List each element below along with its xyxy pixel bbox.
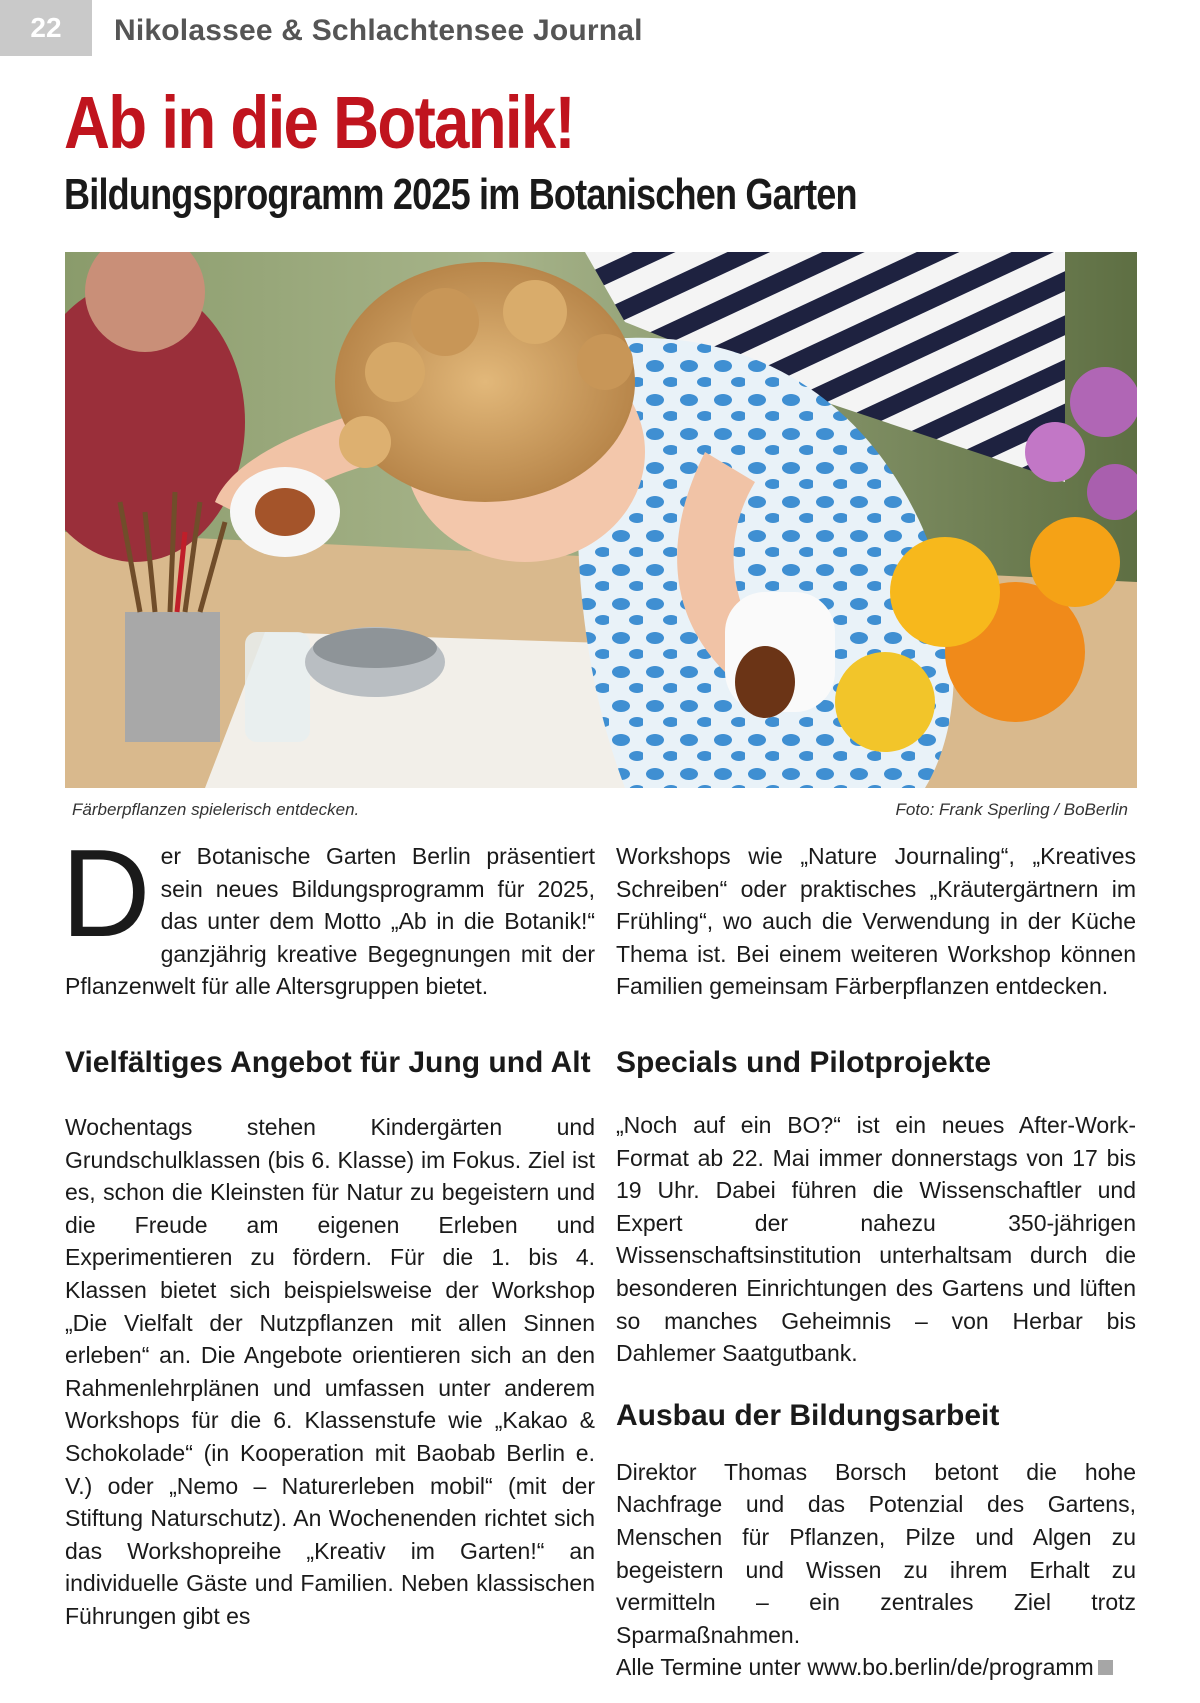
headline: Ab in die Botanik! bbox=[64, 81, 574, 164]
end-mark-icon bbox=[1098, 1660, 1113, 1675]
section-text-angebot-continued: Workshops wie „Nature Journaling“, „Kreatives Schreiben“ oder praktisches „Kräutergärtnern im Frühling“, wo auch die Verwendung in der Küche Thema ist. Bei einem weiteren Workshop können Familien gemeinsam Färberpflanzen entdecken. bbox=[616, 843, 1136, 1000]
intro-paragraph bbox=[61, 825, 595, 1003]
section-text-bildungsarbeit: Direktor Thomas Borsch betont die hohe Nachfrage und das Potenzial des Gartens, Menschen für Pflanzen, Pilze und Algen zu begeistern und Wissen zu ihrem Erhalt zu vermitteln – ein zentrales Ziel trotz Sparmaßnahmen. bbox=[616, 1458, 1136, 1648]
journal-name: Nikolassee & Schlachtensee Journal bbox=[114, 14, 643, 47]
section-text-angebot: Wochentags stehen Kindergärten und Grundschulklassen (bis 6. Klasse) im Fokus. Ziel ist es, schon die Kleinsten für Natur zu begeistern und die Freude am eigenen Erleben und Experimentieren zu fördern. Für die 1. bis 4. Klassen bietet sich beispielsweise der Workshop „Die Vielfalt der Nutzpflanzen mit allen Sinnen erleben“ an. Die Angebote orientieren sich an den Rahmenlehrplänen und umfassen unter anderem Workshops für die 6. Klassenstufe wie „Kakao & Schokolade“ (in Kooperation mit Baobab Berlin e. V.) oder „Nemo – Naturerleben mobil“ (mit der Stiftung Naturschutz). An Wochenenden richtet sich das Workshopreihe „Kreativ im Garten!“ an individuelle Gäste und Familien. Neben klassischen Führungen gibt es bbox=[65, 1113, 595, 1629]
photo-illustration bbox=[65, 252, 1137, 788]
section-heading-angebot: Vielfältiges Angebot für Jung und Alt bbox=[65, 1045, 591, 1079]
intro-text: er Botanische Garten Berlin präsentiert sein neues Bildungsprogramm für 2025, das unter dem Motto „Ab in die Botanik!“ ganzjährig kreative Begegnungen mit der Pflanzenwelt für alle Altersgruppen bietet. bbox=[65, 843, 595, 1000]
drop-cap: D bbox=[61, 825, 151, 963]
photo-credit: Foto: Frank Sperling / BoBerlin bbox=[895, 800, 1128, 819]
section-heading-bildungsarbeit: Ausbau der Bildungsarbeit bbox=[616, 1398, 1000, 1432]
section-text-specials: „Noch auf ein BO?“ ist ein neues After-Work-Format ab 22. Mai immer donnerstags von 17 bis 19 Uhr. Dabei führen die Wissenschaftler und Expert der nahezu 350-jährigen Wissenschaftsinstitution unterhaltsam durch die besonderen Einrichtungen des Gartens und lüften so manches Geheimnis – von Herbar bis Dahlemer Saatgutbank. bbox=[616, 1111, 1136, 1367]
page-number: 22 bbox=[0, 0, 92, 56]
article-column-right bbox=[616, 840, 1136, 1684]
section-heading-specials: Specials und Pilotprojekte bbox=[616, 1045, 992, 1079]
program-link-line bbox=[616, 1651, 1136, 1684]
article-photo bbox=[65, 252, 1137, 788]
photo-caption: Färberpflanzen spielerisch entdecken. bbox=[72, 800, 360, 819]
article-column-left bbox=[61, 825, 595, 1632]
subheadline: Bildungsprogramm 2025 im Botanischen Garten bbox=[64, 170, 857, 219]
program-link[interactable]: Alle Termine unter www.bo.berlin/de/programm bbox=[616, 1654, 1094, 1681]
